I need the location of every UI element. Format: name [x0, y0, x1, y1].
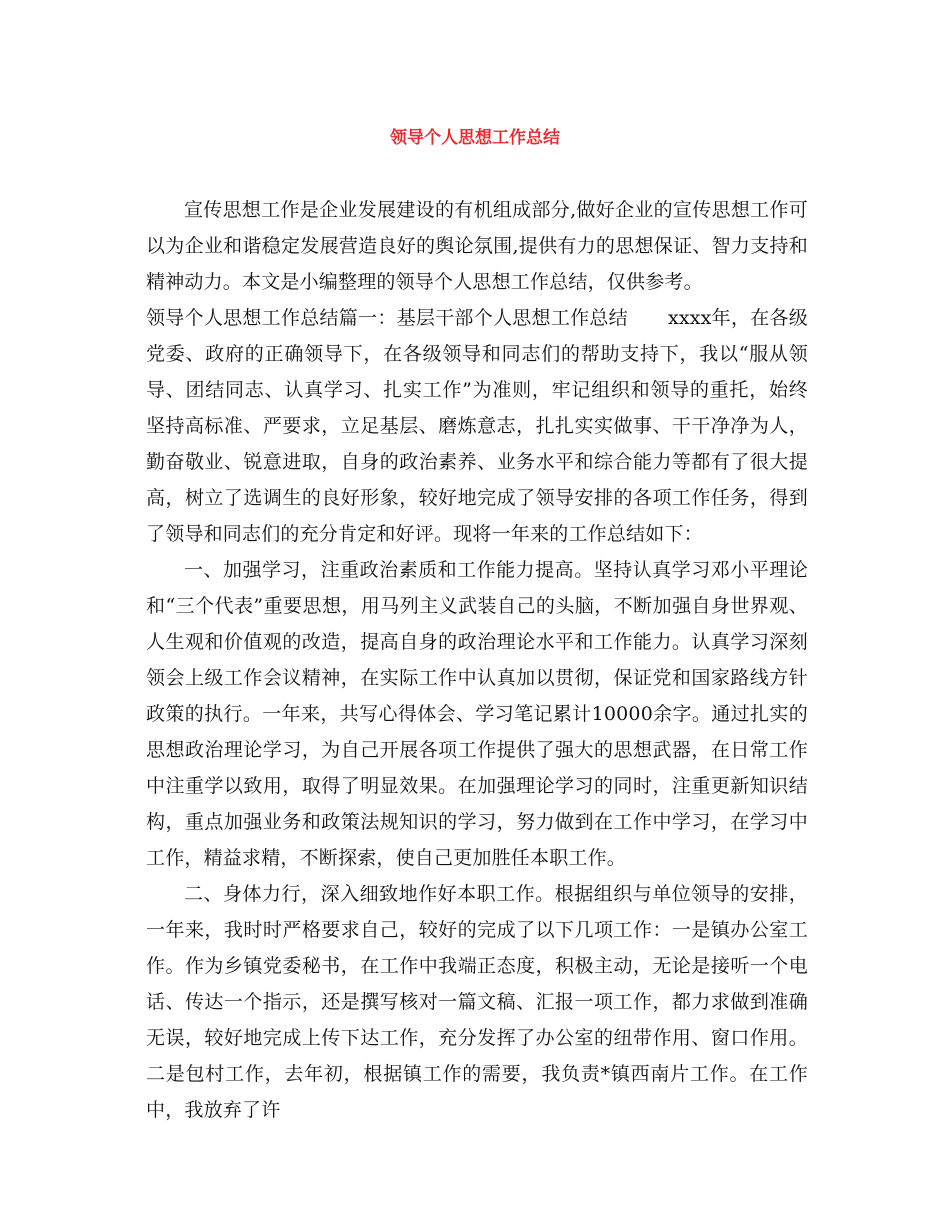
intro-paragraph: 宣传思想工作是企业发展建设的有机组成部分,做好企业的宣传思想工作可以为企业和谐稳定发展营造良好的舆论氛围,提供有力的思想保证、智力支持和精神动力。本文是小编整理的领导个人思想工作总结，仅供参考。 [146, 199, 808, 293]
body-paragraph-1: 一、加强学习，注重政治素质和工作能力提高。坚持认真学习邓小平理论和“三个代表”重要思想，用马列主义武装自己的头脑，不断加强自身世界观、人生观和价值观的改造，提高自身的政治理论水平和工作能力。认真学习深刻领会上级工作会议精神，在实际工作中认真加以贯彻，保证党和国家路线方针政策的执行。一年来，共写心得体会、学习笔记累计10000余字。通过扎实的思想政治理论学习，为自己开展各项工作提供了强大的思想武器，在日常工作中注重学以致用，取得了明显效果。在加强理论学习的同时，注重更新知识结构，重点加强业务和政策法规知识的学习，努力做到在工作中学习，在学习中工作，精益求精，不断探索，使自己更加胜任本职工作。 [146, 559, 808, 869]
section-paragraph [146, 300, 808, 552]
section-heading: 领导个人思想工作总结篇一：基层干部个人思想工作总结 [146, 307, 628, 329]
document-body [146, 192, 808, 1128]
body-paragraph-2: 二、身体力行，深入细致地作好本职工作。根据组织与单位领导的安排，一年来，我时时严格要求自己，较好的完成了以下几项工作：一是镇办公室工作。作为乡镇党委秘书，在工作中我端正态度，积极主动，无论是接听一个电话、传达一个指示，还是撰写核对一篇文稿、汇报一项工作，都力求做到准确无误，较好地完成上传下达工作，充分发挥了办公室的纽带作用、窗口作用。二是包村工作，去年初，根据镇工作的需要，我负责*镇西南片工作。在工作中，我放弃了许 [146, 883, 808, 1121]
section-intro: xxxx年，在各级党委、政府的正确领导下，在各级领导和同志们的帮助支持下，我以“服从领导、团结同志、认真学习、扎实工作”为准则，牢记组织和领导的重托，始终坚持高标准、严要求，立足基层、磨炼意志，扎扎实实做事、干干净净为人，勤奋敬业、锐意进取，自身的政治素养、业务水平和综合能力等都有了很大提高，树立了选调生的良好形象，较好地完成了领导安排的各项工作任务，得到了领导和同志们的充分肯定和好评。现将一年来的工作总结如下： [146, 307, 808, 545]
document-title: 领导个人思想工作总结 [390, 128, 560, 148]
